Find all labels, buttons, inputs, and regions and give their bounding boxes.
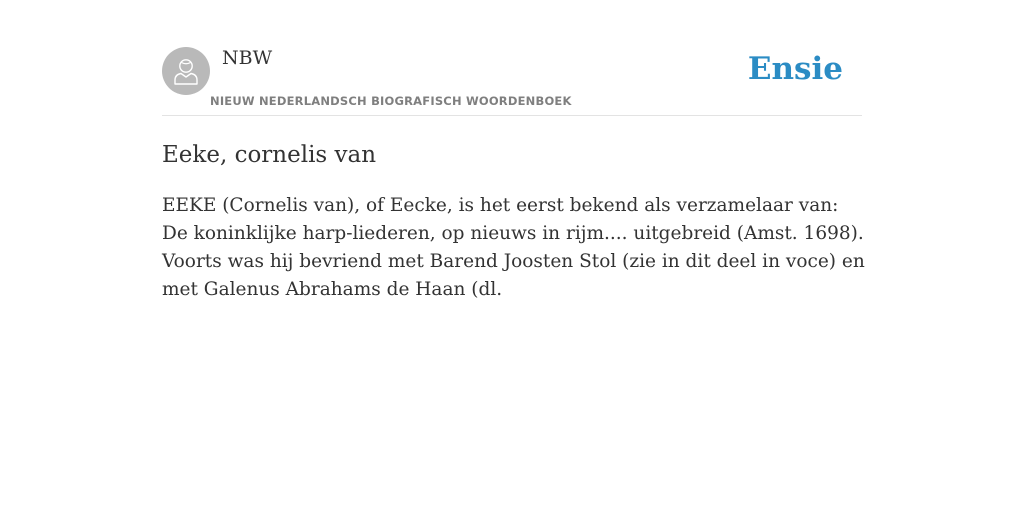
page-container bbox=[162, 0, 865, 300]
user-icon bbox=[172, 56, 200, 86]
source-name[interactable]: NBW bbox=[222, 47, 273, 69]
source-avatar[interactable] bbox=[162, 47, 210, 95]
entry-text: EEKE (Cornelis van), of Eecke, is het eerst bekend als verzamelaar van: De koninklijke harp-liederen, op nieuws in rijm.... uitgebreid (Amst. 1698). Voorts was hij bevriend met Barend Joosten Stol (zie in dit deel in voce) en met Galenus Abrahams de Haan (dl. bbox=[162, 195, 865, 300]
source-full-name: NIEUW NEDERLANDSCH BIOGRAFISCH WOORDENBOEK bbox=[210, 94, 572, 108]
ensie-logo[interactable]: Ensie bbox=[747, 51, 843, 87]
entry-title: Eeke, cornelis van bbox=[162, 142, 377, 168]
source-header bbox=[162, 0, 862, 116]
